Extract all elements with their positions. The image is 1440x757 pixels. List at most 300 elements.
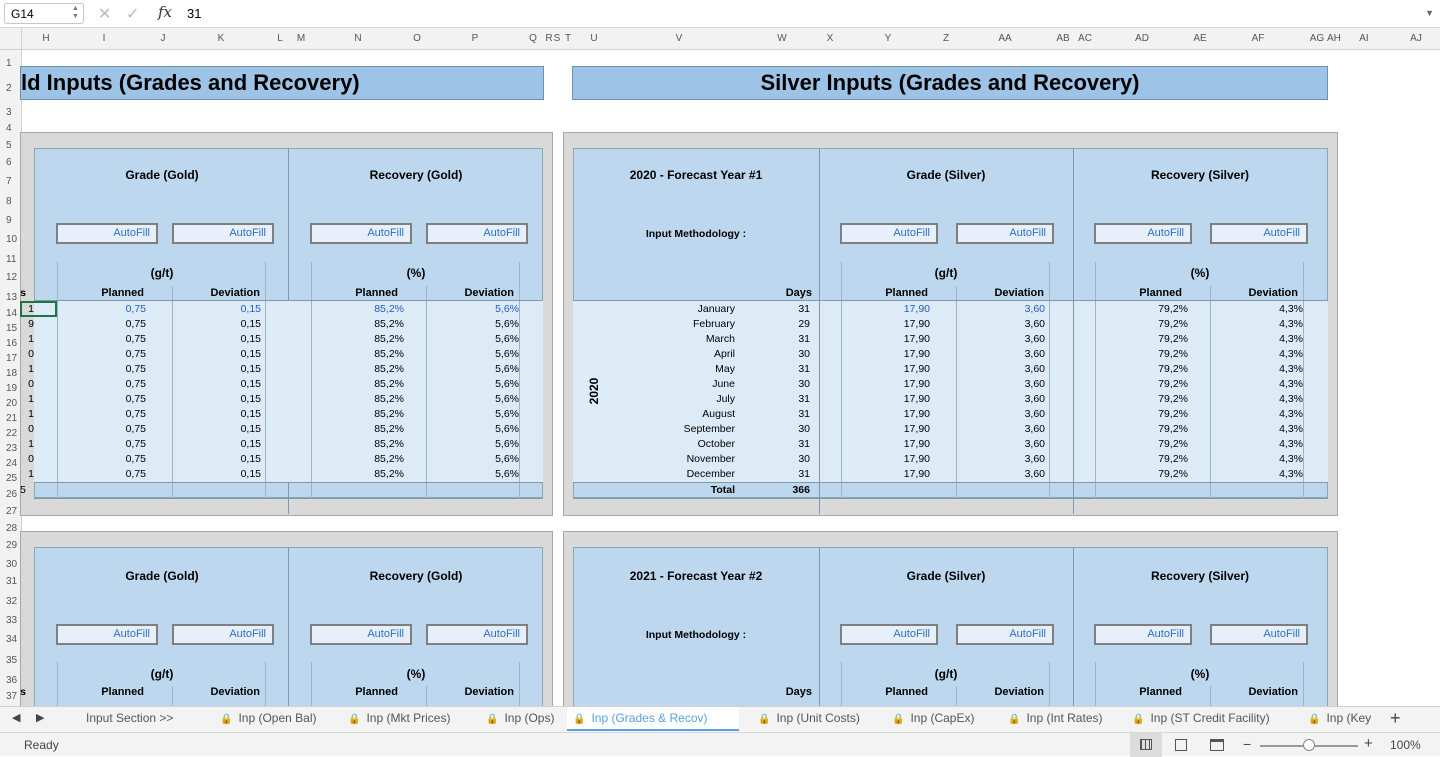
divider <box>57 662 58 712</box>
zoom-in-icon[interactable]: + <box>1364 735 1373 752</box>
zoom-level[interactable]: 100% <box>1390 738 1421 752</box>
row-fragment: 1 <box>28 363 34 375</box>
row-header[interactable]: 8 <box>6 196 12 207</box>
days-cell[interactable]: 31 <box>798 393 810 405</box>
row-header[interactable]: 18 <box>6 368 18 379</box>
silver-recovery-deviation-cell[interactable]: 4,3% <box>1279 303 1303 315</box>
autofill-button[interactable]: AutoFill <box>426 223 528 244</box>
autofill-button[interactable]: AutoFill <box>1094 624 1192 645</box>
column-header[interactable]: V <box>675 33 683 44</box>
silver-grade-deviation-cell[interactable]: 3,60 <box>1024 423 1045 435</box>
silver-grade-planned-cell[interactable]: 17,90 <box>903 378 930 390</box>
silver-grade-deviation-cell[interactable]: 3,60 <box>1024 303 1045 315</box>
row-fragment: 0 <box>28 423 34 435</box>
gold-recovery-header: Recovery (Gold) <box>369 168 463 182</box>
gold-grade-deviation-cell[interactable]: 0,15 <box>240 333 261 345</box>
page-layout-icon[interactable] <box>1175 739 1187 751</box>
row-header[interactable]: 23 <box>6 443 18 454</box>
sheet-tab-label: Inp (Key <box>1326 711 1372 725</box>
silver-grade-planned-label: Planned <box>885 686 928 698</box>
row-header[interactable]: 33 <box>6 615 18 626</box>
lock-icon: 🔒 <box>1308 714 1321 725</box>
divider <box>34 300 543 301</box>
silver-grade-planned-cell[interactable]: 17,90 <box>903 453 930 465</box>
gold-grade-planned-cell[interactable]: 0,75 <box>125 333 146 345</box>
row-header[interactable]: 31 <box>6 576 18 587</box>
row-header[interactable]: 16 <box>6 338 18 349</box>
autofill-button[interactable]: AutoFill <box>1210 223 1308 244</box>
divider <box>1073 547 1074 707</box>
column-header[interactable]: AJ <box>1410 33 1422 44</box>
silver-grade-planned-cell[interactable]: 17,90 <box>903 348 930 360</box>
gold-recovery-planned-cell[interactable]: 85,2% <box>374 438 404 450</box>
sheet-tab-label: Inp (Unit Costs) <box>776 711 860 725</box>
silver-grade-planned-cell[interactable]: 17,90 <box>903 303 930 315</box>
lock-icon: 🔒 <box>220 714 233 725</box>
add-sheet-icon[interactable]: + <box>1390 708 1401 728</box>
row-fragment: s <box>20 287 26 299</box>
row-header[interactable]: 10 <box>6 234 18 245</box>
divider <box>288 547 289 707</box>
autofill-button[interactable]: AutoFill <box>1094 223 1192 244</box>
autofill-button[interactable]: AutoFill <box>310 624 412 645</box>
days-cell[interactable]: 29 <box>798 318 810 330</box>
page-break-icon[interactable] <box>1210 739 1224 751</box>
row-header[interactable]: 3 <box>6 107 12 118</box>
gold-recovery-deviation-cell[interactable]: 5,6% <box>495 408 519 420</box>
row-fragment: 1 <box>28 438 34 450</box>
gold-recovery-planned-cell[interactable]: 85,2% <box>374 453 404 465</box>
gold-grade-deviation-cell[interactable]: 0,15 <box>240 303 261 315</box>
silver-recovery-unit: (%) <box>1190 266 1210 280</box>
gold-recovery-deviation-cell[interactable]: 5,6% <box>495 363 519 375</box>
silver-grade-planned-cell[interactable]: 17,90 <box>903 438 930 450</box>
row-header[interactable]: 15 <box>6 323 18 334</box>
autofill-button[interactable]: AutoFill <box>172 624 274 645</box>
row-header[interactable]: 32 <box>6 596 18 607</box>
silver-year-header: 2021 - Forecast Year #2 <box>629 569 763 583</box>
divider <box>1049 662 1050 712</box>
row-fragment: 0 <box>28 348 34 360</box>
row-header[interactable]: 6 <box>6 157 12 168</box>
row-fragment: 1 <box>28 333 34 345</box>
row-header[interactable]: 1 <box>6 58 12 69</box>
silver-recovery-deviation-cell[interactable]: 4,3% <box>1279 378 1303 390</box>
gold-grade-deviation-cell[interactable]: 0,15 <box>240 438 261 450</box>
gold-recovery-planned-cell[interactable]: 85,2% <box>374 468 404 480</box>
silver-recovery-planned-cell[interactable]: 79,2% <box>1158 318 1188 330</box>
month-label: August <box>702 408 735 420</box>
gold-grade-header: Grade (Gold) <box>125 569 199 583</box>
silver-recovery-planned-cell[interactable]: 79,2% <box>1158 363 1188 375</box>
zoom-out-icon[interactable]: − <box>1243 736 1252 752</box>
total-days: 366 <box>792 484 810 496</box>
row-header[interactable]: 9 <box>6 215 12 226</box>
silver-grade-deviation-cell[interactable]: 3,60 <box>1024 333 1045 345</box>
column-header[interactable]: AD <box>1135 33 1149 44</box>
gold-recovery-planned-label: Planned <box>355 686 398 698</box>
column-header[interactable]: U <box>590 33 598 44</box>
scroll-right-icon[interactable]: ▶ <box>36 712 45 724</box>
lock-icon: 🔒 <box>486 714 499 725</box>
column-header[interactable]: AI <box>1359 33 1369 44</box>
row-header[interactable]: 11 <box>6 254 17 265</box>
silver-recovery-deviation-cell[interactable]: 4,3% <box>1279 333 1303 345</box>
column-header[interactable]: AE <box>1193 33 1207 44</box>
column-header[interactable]: L <box>277 33 283 44</box>
row-header[interactable]: 2 <box>6 83 12 94</box>
divider <box>573 498 1328 499</box>
gold-title-text: ld Inputs (Grades and Recovery) <box>21 70 360 95</box>
gold-recovery-unit: (%) <box>406 266 426 280</box>
name-box-spinner-icon[interactable]: ▲ ▼ <box>72 5 79 20</box>
gold-grade-planned-cell[interactable]: 0,75 <box>125 348 146 360</box>
name-box[interactable]: G14 <box>4 3 84 24</box>
autofill-button[interactable]: AutoFill <box>840 624 938 645</box>
autofill-button[interactable]: AutoFill <box>172 223 274 244</box>
month-label: January <box>697 303 735 315</box>
column-header[interactable]: N <box>354 33 362 44</box>
gold-grade-deviation-cell[interactable]: 0,15 <box>240 318 261 330</box>
silver-grade-planned-cell[interactable]: 17,90 <box>903 333 930 345</box>
days-cell[interactable]: 30 <box>798 423 810 435</box>
autofill-button[interactable]: AutoFill <box>310 223 412 244</box>
silver-recovery-planned-cell[interactable]: 79,2% <box>1158 303 1188 315</box>
gold-grade-planned-cell[interactable]: 0,75 <box>125 318 146 330</box>
row-header[interactable]: 17 <box>6 353 18 364</box>
autofill-button[interactable]: AutoFill <box>56 223 158 244</box>
sheet-tab[interactable] <box>214 707 323 731</box>
silver-recovery-deviation-cell[interactable]: 4,3% <box>1279 408 1303 420</box>
gold-recovery-deviation-cell[interactable]: 5,6% <box>495 393 519 405</box>
silver-grade-planned-cell[interactable]: 17,90 <box>903 423 930 435</box>
gold-grade-deviation-cell[interactable]: 0,15 <box>240 348 261 360</box>
gold-grade-planned-cell[interactable]: 0,75 <box>125 453 146 465</box>
days-cell[interactable]: 31 <box>798 438 810 450</box>
gold-grade-planned-label: Planned <box>101 686 144 698</box>
silver-recovery-deviation-cell[interactable]: 4,3% <box>1279 318 1303 330</box>
days-cell[interactable]: 31 <box>798 333 810 345</box>
divider <box>841 662 842 712</box>
lock-icon: 🔒 <box>758 714 771 725</box>
sheet-tab-label: Inp (Open Bal) <box>238 711 317 725</box>
silver-recovery-header: Recovery (Silver) <box>1150 168 1250 182</box>
row-fragment: 1 <box>28 468 34 480</box>
silver-grade-planned-cell[interactable]: 17,90 <box>903 363 930 375</box>
silver-grade-deviation-cell[interactable]: 3,60 <box>1024 318 1045 330</box>
gold-grade-planned-cell[interactable]: 0,75 <box>125 423 146 435</box>
row-header[interactable]: 21 <box>6 413 18 424</box>
silver-grade-deviation-cell[interactable]: 3,60 <box>1024 378 1045 390</box>
expand-formula-bar-icon[interactable]: ▼ <box>1425 8 1434 18</box>
divider <box>34 498 543 499</box>
gold-recovery-deviation-cell[interactable]: 5,6% <box>495 303 519 315</box>
days-label: Days <box>785 686 812 698</box>
column-header[interactable]: X <box>826 33 834 44</box>
days-cell[interactable]: 31 <box>798 408 810 420</box>
row-header[interactable]: 24 <box>6 458 18 469</box>
silver-recovery-deviation-cell[interactable]: 4,3% <box>1279 348 1303 360</box>
silver-recovery-planned-cell[interactable]: 79,2% <box>1158 408 1188 420</box>
divider <box>1303 262 1304 498</box>
row-header[interactable]: 26 <box>6 489 18 500</box>
silver-recovery-planned-cell[interactable]: 79,2% <box>1158 438 1188 450</box>
days-label: Days <box>785 287 812 299</box>
silver-grade-header: Grade (Silver) <box>906 168 986 182</box>
row-header[interactable]: 5 <box>6 140 12 151</box>
gold-grade-deviation-cell[interactable]: 0,15 <box>240 468 261 480</box>
row-header[interactable]: 30 <box>6 559 18 570</box>
column-header[interactable]: K <box>217 33 225 44</box>
gold-grade-deviation-cell[interactable]: 0,15 <box>240 453 261 465</box>
sheet-grid[interactable] <box>22 50 1440 706</box>
divider <box>519 662 520 712</box>
sheet-tab[interactable] <box>1002 707 1112 731</box>
sheet-tab[interactable] <box>72 707 200 731</box>
silver-grade-deviation-label: Deviation <box>994 686 1044 698</box>
row-header[interactable]: 37 <box>6 691 18 702</box>
row-header[interactable]: 13 <box>6 292 18 303</box>
row-header[interactable]: 4 <box>6 123 12 134</box>
autofill-button[interactable]: AutoFill <box>56 624 158 645</box>
gold-recovery-planned-cell[interactable]: 85,2% <box>374 378 404 390</box>
sheet-tab[interactable] <box>342 707 458 731</box>
gold-grade-deviation-label: Deviation <box>210 287 260 299</box>
sheet-tab-label: Inp (Int Rates) <box>1026 711 1103 725</box>
confirm-icon[interactable]: ✓ <box>126 6 140 23</box>
sheet-tab[interactable] <box>886 707 980 731</box>
sheet-tab[interactable] <box>567 707 739 731</box>
month-label: May <box>715 363 735 375</box>
column-header[interactable]: AA <box>998 33 1012 44</box>
row-fragment: 1 <box>28 303 34 315</box>
sheet-tab-label: Input Section >> <box>86 711 174 725</box>
cancel-icon[interactable]: ✕ <box>98 6 112 23</box>
row-header[interactable]: 28 <box>6 523 18 534</box>
gold-title-banner <box>20 66 544 100</box>
silver-recovery-deviation-cell[interactable]: 4,3% <box>1279 423 1303 435</box>
gold-grade-unit: (g/t) <box>150 667 174 681</box>
column-header[interactable]: AC <box>1078 33 1092 44</box>
days-cell[interactable]: 31 <box>798 363 810 375</box>
column-header[interactable]: I <box>102 33 106 44</box>
gold-grade-planned-cell[interactable]: 0,75 <box>125 438 146 450</box>
sheet-tab[interactable] <box>1126 707 1278 731</box>
silver-grade-deviation-cell[interactable]: 3,60 <box>1024 468 1045 480</box>
gold-recovery-planned-cell[interactable]: 85,2% <box>374 408 404 420</box>
column-header[interactable]: O <box>413 33 421 44</box>
silver-recovery-planned-cell[interactable]: 79,2% <box>1158 333 1188 345</box>
column-header[interactable]: Q <box>529 33 537 44</box>
silver-grade-deviation-cell[interactable]: 3,60 <box>1024 438 1045 450</box>
days-cell[interactable]: 31 <box>798 468 810 480</box>
sheet-tab-bar <box>0 706 1440 732</box>
gold-recovery-deviation-cell[interactable]: 5,6% <box>495 348 519 360</box>
gold-grade-header: Grade (Gold) <box>125 168 199 182</box>
silver-grade-planned-label: Planned <box>885 287 928 299</box>
scroll-left-icon[interactable]: ◀ <box>12 712 21 724</box>
silver-recovery-header: Recovery (Silver) <box>1150 569 1250 583</box>
autofill-button[interactable]: AutoFill <box>956 624 1054 645</box>
silver-recovery-planned-cell[interactable]: 79,2% <box>1158 468 1188 480</box>
sheet-tab[interactable] <box>1302 707 1377 731</box>
row-header[interactable]: 27 <box>6 506 18 517</box>
row-header[interactable]: 36 <box>6 675 18 686</box>
month-label: September <box>683 423 735 435</box>
gold-recovery-deviation-cell[interactable]: 5,6% <box>495 468 519 480</box>
days-cell[interactable]: 30 <box>798 453 810 465</box>
month-label: March <box>705 333 735 345</box>
silver-recovery-planned-cell[interactable]: 79,2% <box>1158 423 1188 435</box>
gold-recovery-planned-cell[interactable]: 85,2% <box>374 423 404 435</box>
zoom-slider-thumb[interactable] <box>1303 739 1315 751</box>
divider <box>519 262 520 498</box>
silver-title-text: Silver Inputs (Grades and Recovery) <box>760 70 1140 95</box>
row-fragment: 0 <box>28 453 34 465</box>
gold-grade-deviation-label: Deviation <box>210 686 260 698</box>
gold-grade-deviation-cell[interactable]: 0,15 <box>240 423 261 435</box>
column-header[interactable]: R <box>545 33 553 44</box>
column-header[interactable]: J <box>160 33 166 44</box>
select-all-corner[interactable] <box>0 28 22 50</box>
lock-icon: 🔒 <box>892 714 905 725</box>
gold-recovery-deviation-cell[interactable]: 5,6% <box>495 438 519 450</box>
silver-recovery-deviation-cell[interactable]: 4,3% <box>1279 393 1303 405</box>
row-header[interactable]: 34 <box>6 634 18 645</box>
row-header[interactable]: 25 <box>6 473 18 484</box>
silver-recovery-deviation-cell[interactable]: 4,3% <box>1279 363 1303 375</box>
silver-grade-planned-cell[interactable]: 17,90 <box>903 408 930 420</box>
days-cell[interactable]: 30 <box>798 348 810 360</box>
column-header[interactable]: P <box>471 33 479 44</box>
row-header[interactable]: 35 <box>6 655 18 666</box>
gold-recovery-header: Recovery (Gold) <box>369 569 463 583</box>
autofill-button[interactable]: AutoFill <box>426 624 528 645</box>
silver-recovery-planned-label: Planned <box>1139 686 1182 698</box>
divider <box>819 547 820 707</box>
row-header[interactable]: 19 <box>6 383 18 394</box>
autofill-button[interactable]: AutoFill <box>840 223 938 244</box>
silver-grade-deviation-cell[interactable]: 3,60 <box>1024 408 1045 420</box>
gold-grade-deviation-cell[interactable]: 0,15 <box>240 378 261 390</box>
silver-grade-deviation-cell[interactable]: 3,60 <box>1024 363 1045 375</box>
silver-grade-planned-cell[interactable]: 17,90 <box>903 468 930 480</box>
days-cell[interactable]: 30 <box>798 378 810 390</box>
autofill-button[interactable]: AutoFill <box>1210 624 1308 645</box>
gold-grade-planned-cell[interactable]: 0,75 <box>125 468 146 480</box>
year-label-vertical: 2020 <box>587 377 601 405</box>
gold-grade-planned-cell[interactable]: 0,75 <box>125 363 146 375</box>
row-header[interactable]: 14 <box>6 308 18 319</box>
column-header[interactable]: AG <box>1309 33 1325 44</box>
divider <box>1303 662 1304 712</box>
gold-recovery-planned-cell[interactable]: 85,2% <box>374 318 404 330</box>
gold-recovery-deviation-cell[interactable]: 5,6% <box>495 378 519 390</box>
days-cell[interactable]: 31 <box>798 303 810 315</box>
gold-recovery-deviation-cell[interactable]: 5,6% <box>495 423 519 435</box>
row-header[interactable]: 20 <box>6 398 18 409</box>
silver-grade-deviation-cell[interactable]: 3,60 <box>1024 393 1045 405</box>
sheet-tab[interactable] <box>480 707 560 731</box>
silver-grade-deviation-cell[interactable]: 3,60 <box>1024 348 1045 360</box>
divider <box>265 262 266 498</box>
lock-icon: 🔒 <box>1132 714 1145 725</box>
silver-recovery-planned-cell[interactable]: 79,2% <box>1158 348 1188 360</box>
sheet-tab-label: Inp (ST Credit Facility) <box>1150 711 1270 725</box>
month-label: December <box>686 468 735 480</box>
silver-recovery-deviation-label: Deviation <box>1248 287 1298 299</box>
gold-recovery-deviation-cell[interactable]: 5,6% <box>495 318 519 330</box>
gold-grade-planned-cell[interactable]: 0,75 <box>125 378 146 390</box>
column-header[interactable]: T <box>564 33 572 44</box>
column-header[interactable]: AB <box>1056 33 1070 44</box>
gold-recovery-planned-cell[interactable]: 85,2% <box>374 363 404 375</box>
lock-icon: 🔒 <box>1008 714 1021 725</box>
silver-recovery-deviation-cell[interactable]: 4,3% <box>1279 453 1303 465</box>
silver-grade-planned-cell[interactable]: 17,90 <box>903 318 930 330</box>
row-fragment: 0 <box>28 378 34 390</box>
divider <box>265 662 266 712</box>
function-icon[interactable]: fx <box>158 3 173 21</box>
silver-recovery-planned-cell[interactable]: 79,2% <box>1158 453 1188 465</box>
gold-recovery-planned-label: Planned <box>355 287 398 299</box>
sheet-tab-label: Inp (CapEx) <box>910 711 975 725</box>
gold-recovery-planned-cell[interactable]: 85,2% <box>374 348 404 360</box>
column-header[interactable]: Z <box>942 33 950 44</box>
gold-recovery-deviation-cell[interactable]: 5,6% <box>495 453 519 465</box>
gold-recovery-planned-cell[interactable]: 85,2% <box>374 303 404 315</box>
gold-recovery-deviation-cell[interactable]: 5,6% <box>495 333 519 345</box>
gold-grade-deviation-cell[interactable]: 0,15 <box>240 393 261 405</box>
gold-grade-deviation-cell[interactable]: 0,15 <box>240 408 261 420</box>
gold-grade-planned-cell[interactable]: 0,75 <box>125 408 146 420</box>
gold-grade-planned-cell[interactable]: 0,75 <box>125 393 146 405</box>
silver-recovery-planned-cell[interactable]: 79,2% <box>1158 378 1188 390</box>
row-header[interactable]: 12 <box>6 272 18 283</box>
row-header[interactable]: 7 <box>6 176 12 187</box>
month-label: June <box>712 378 735 390</box>
column-header[interactable]: H <box>42 33 50 44</box>
row-header[interactable]: 22 <box>6 428 18 439</box>
sheet-tab-label: Inp (Ops) <box>504 711 555 725</box>
column-header[interactable]: S <box>553 33 561 44</box>
row-header[interactable]: 29 <box>6 540 18 551</box>
silver-recovery-deviation-cell[interactable]: 4,3% <box>1279 438 1303 450</box>
autofill-button[interactable]: AutoFill <box>956 223 1054 244</box>
status-bar <box>0 732 1440 756</box>
row-fragment: 5 <box>20 484 26 496</box>
column-header[interactable]: Y <box>884 33 892 44</box>
column-header[interactable]: M <box>296 33 306 44</box>
silver-grade-unit: (g/t) <box>934 266 958 280</box>
silver-recovery-planned-cell[interactable]: 79,2% <box>1158 393 1188 405</box>
gold-grade-planned-cell[interactable]: 0,75 <box>125 303 146 315</box>
column-header[interactable]: AF <box>1251 33 1265 44</box>
gold-grade-deviation-cell[interactable]: 0,15 <box>240 363 261 375</box>
gold-recovery-planned-cell[interactable]: 85,2% <box>374 393 404 405</box>
sheet-tab[interactable] <box>752 707 866 731</box>
divider <box>311 662 312 712</box>
divider <box>1049 262 1050 498</box>
silver-recovery-deviation-label: Deviation <box>1248 686 1298 698</box>
silver-recovery-deviation-cell[interactable]: 4,3% <box>1279 468 1303 480</box>
gold-recovery-planned-cell[interactable]: 85,2% <box>374 333 404 345</box>
column-header[interactable]: W <box>777 33 787 44</box>
column-header[interactable]: AH <box>1327 33 1341 44</box>
silver-grade-deviation-cell[interactable]: 3,60 <box>1024 453 1045 465</box>
silver-grade-planned-cell[interactable]: 17,90 <box>903 393 930 405</box>
formula-input[interactable]: 31 <box>187 6 202 21</box>
